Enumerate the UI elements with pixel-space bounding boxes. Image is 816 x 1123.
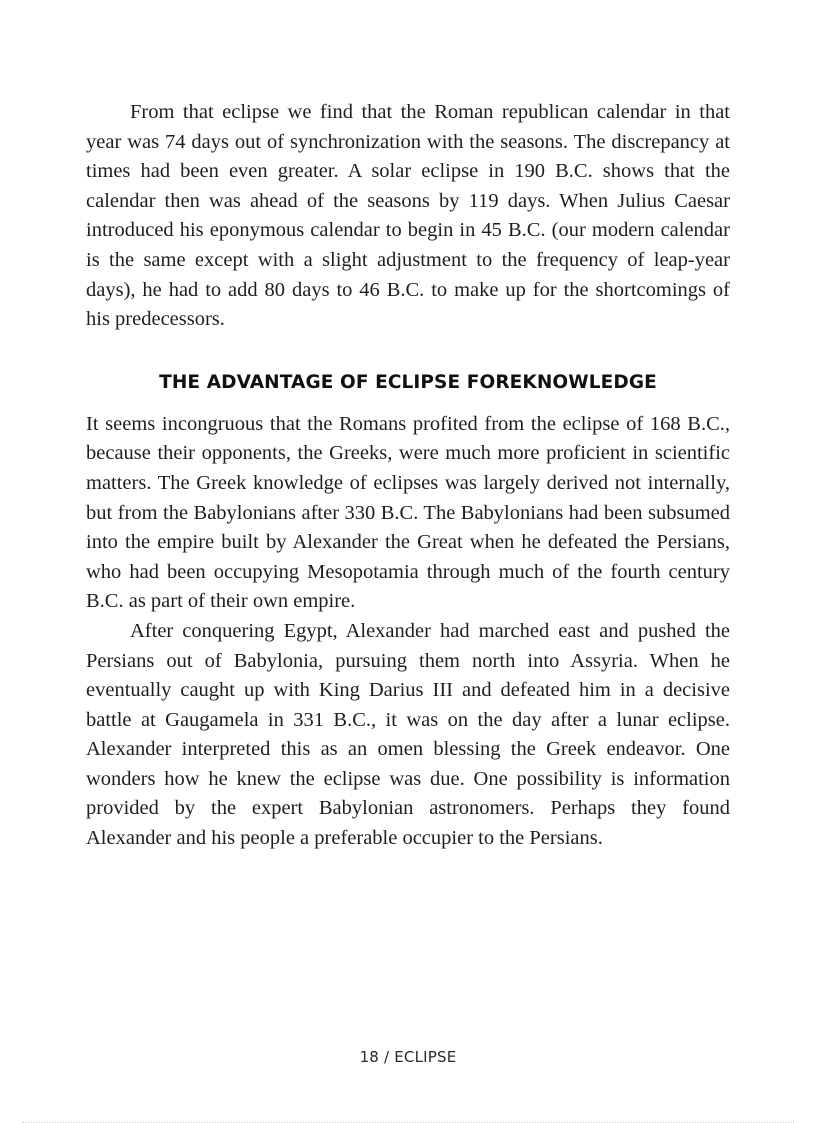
- paragraph-greek-knowledge: It seems incongruous that the Romans profited from the eclipse of 168 B.C., because their opponents, the Greeks, were much more proficient in scientific matters. The Greek knowledge of eclipses was largely derived not internally, but from the Babylonians after 330 B.C. The Babylonians had been subsumed into the empire built by Alexander the Great when he defeated the Persians, who had been occupying Mesopotamia through much of the fourth century B.C. as part of their own empire.: [86, 412, 730, 613]
- page-body: [86, 98, 730, 854]
- paragraph-alexander: After conquering Egypt, Alexander had marched east and pushed the Persians out of Babylonia, pursuing them north into Assyria. When he eventually caught up with King Darius III and defeated him in a decisive battle at Gaugamela in 331 B.C., it was on the day after a lunar eclipse. Alexander interpreted this as an omen blessing the Greek endeavor. One wonders how he knew the eclipse was due. One possibility is information provided by the expert Babylonian astronomers. Perhaps they found Alexander and his people a preferable occupier to the Persians.: [86, 619, 730, 850]
- paragraph-calendar-discrepancy: From that eclipse we find that the Roman republican calendar in that year was 74 days out of synchronization with the seasons. The discrepancy at times had been even greater. A solar eclipse in 190 B.C. shows that the calendar then was ahead of the seasons by 119 days. When Julius Caesar introduced his eponymous calendar to begin in 45 B.C. (our modern calendar is the same except with a slight adjustment to the frequency of leap-year days), he had to add 80 days to 46 B.C. to make up for the shortcomings of his predecessors.: [86, 101, 730, 331]
- page-footer: 18 / ECLIPSE: [359, 1048, 457, 1066]
- section-heading: THE ADVANTAGE OF ECLIPSE FOREKNOWLEDGE: [159, 371, 657, 393]
